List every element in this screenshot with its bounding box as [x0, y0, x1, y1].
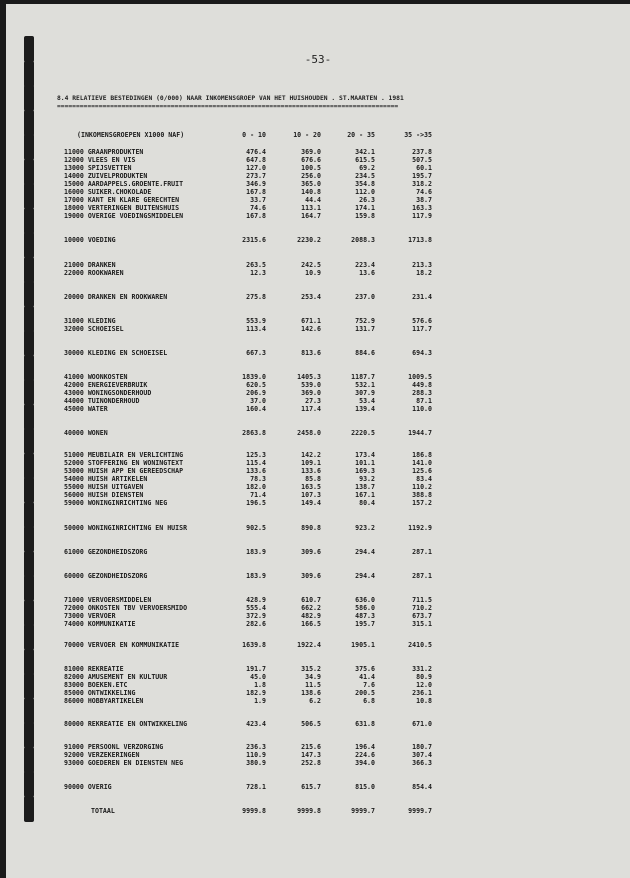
- row-label: 55000 HUISH UITGAVEN: [64, 483, 144, 491]
- row-value: 133.6: [246, 467, 266, 475]
- row-label: 81000 REKREATIE: [64, 665, 124, 673]
- row-value: 428.9: [246, 596, 266, 604]
- row-value: 167.8: [246, 188, 266, 196]
- row-value: 7.6: [363, 681, 375, 689]
- row-value: 252.8: [301, 759, 321, 767]
- row-value: 2863.8: [242, 429, 266, 437]
- row-value: 13.6: [359, 269, 375, 277]
- row-value: 9999.7: [351, 807, 375, 815]
- row-label: 86000 HOBBYARTIKELEN: [64, 697, 144, 705]
- row-value: 112.0: [355, 188, 375, 196]
- row-value: 223.4: [355, 261, 375, 269]
- row-label: 90000 OVERIG: [64, 783, 112, 791]
- row-value: 138.7: [355, 483, 375, 491]
- row-label: 93000 GOEDEREN EN DIENSTEN NEG: [64, 759, 184, 767]
- row-value: 375.6: [355, 665, 375, 673]
- row-label: 74000 KOMMUNIKATIE: [64, 620, 136, 628]
- row-value: 507.5: [412, 156, 432, 164]
- row-label: 71000 VERVOERSMIDDELEN: [64, 596, 152, 604]
- row-value: 200.5: [355, 689, 375, 697]
- row-value: 167.1: [355, 491, 375, 499]
- row-value: 140.8: [301, 188, 321, 196]
- row-value: 539.0: [301, 381, 321, 389]
- row-value: 142.6: [301, 325, 321, 333]
- row-value: 231.4: [412, 293, 432, 301]
- row-value: 74.6: [250, 204, 266, 212]
- binder-hole: [24, 208, 34, 234]
- row-value: 318.2: [412, 180, 432, 188]
- row-value: 37.0: [250, 397, 266, 405]
- row-value: 44.4: [305, 196, 321, 204]
- row-value: 6.2: [309, 697, 321, 705]
- binder-hole: [24, 796, 34, 822]
- row-label: 60000 GEZONDHEIDSZORG: [64, 572, 148, 580]
- row-label: 45000 WATER: [64, 405, 108, 413]
- row-value: 80.4: [359, 499, 375, 507]
- binder-hole: [24, 502, 34, 528]
- binder-hole: [24, 355, 34, 381]
- row-value: 180.7: [412, 743, 432, 751]
- row-label: 54000 HUISH ARTIKELEN: [64, 475, 148, 483]
- row-label: 72000 ONKOSTEN TBV VERVOERSMIDO: [64, 604, 188, 612]
- row-value: 1944.7: [408, 429, 432, 437]
- row-value: 142.2: [301, 451, 321, 459]
- binder-hole: [24, 575, 34, 601]
- row-value: 110.2: [412, 483, 432, 491]
- row-value: 195.7: [412, 172, 432, 180]
- row-value: 553.9: [246, 317, 266, 325]
- row-value: 1009.5: [408, 373, 432, 381]
- row-label: 73000 VERVOER: [64, 612, 116, 620]
- row-value: 884.6: [355, 349, 375, 357]
- row-value: 1192.9: [408, 524, 432, 532]
- row-value: 169.3: [355, 467, 375, 475]
- row-label: 44000 TUINONDERHOUD: [64, 397, 140, 405]
- row-label: 41000 WOONKOSTEN: [64, 373, 128, 381]
- row-value: 183.9: [246, 572, 266, 580]
- row-value: 346.9: [246, 180, 266, 188]
- row-value: 195.7: [355, 620, 375, 628]
- row-value: 100.5: [301, 164, 321, 172]
- row-label: 16000 SUIKER.CHOKOLADE: [64, 188, 152, 196]
- column-header-35-plus: 35 ->35: [404, 131, 432, 139]
- row-value: 309.6: [301, 572, 321, 580]
- row-value: 253.4: [301, 293, 321, 301]
- row-value: 309.6: [301, 548, 321, 556]
- row-value: 80.9: [416, 673, 432, 681]
- row-value: 647.8: [246, 156, 266, 164]
- row-value: 615.5: [355, 156, 375, 164]
- row-value: 813.6: [301, 349, 321, 357]
- row-label: 52000 STOFFERING EN WONINGTEXT: [64, 459, 184, 467]
- binder-hole: [24, 257, 34, 283]
- row-value: 2088.3: [351, 236, 375, 244]
- row-value: 694.3: [412, 349, 432, 357]
- row-value: 366.3: [412, 759, 432, 767]
- row-value: 2410.5: [408, 641, 432, 649]
- row-value: 237.0: [355, 293, 375, 301]
- row-value: 287.1: [412, 548, 432, 556]
- scanned-page: [6, 4, 630, 878]
- row-value: 610.7: [301, 596, 321, 604]
- binder-hole: [24, 698, 34, 724]
- row-value: 213.3: [412, 261, 432, 269]
- row-value: 113.4: [246, 325, 266, 333]
- row-value: 206.9: [246, 389, 266, 397]
- row-value: 224.6: [355, 751, 375, 759]
- column-header-0-10: 0 - 10: [242, 131, 266, 139]
- row-value: 236.1: [412, 689, 432, 697]
- row-value: 288.3: [412, 389, 432, 397]
- row-value: 631.8: [355, 720, 375, 728]
- row-value: 532.1: [355, 381, 375, 389]
- row-label: 17000 KANT EN KLARE GERECHTEN: [64, 196, 180, 204]
- row-value: 1187.7: [351, 373, 375, 381]
- row-value: 662.2: [301, 604, 321, 612]
- row-label: 13000 SPIJSVETTEN: [64, 164, 132, 172]
- row-value: 117.9: [412, 212, 432, 220]
- row-value: 667.3: [246, 349, 266, 357]
- row-value: 237.8: [412, 148, 432, 156]
- row-value: 9999.8: [242, 807, 266, 815]
- row-value: 307.9: [355, 389, 375, 397]
- row-value: 1905.1: [351, 641, 375, 649]
- column-header-20-35: 20 - 35: [347, 131, 375, 139]
- row-label: TOTAAL: [91, 807, 115, 815]
- row-value: 182.0: [246, 483, 266, 491]
- row-value: 69.2: [359, 164, 375, 172]
- row-value: 38.7: [416, 196, 432, 204]
- binder-hole: [24, 404, 34, 430]
- row-value: 487.3: [355, 612, 375, 620]
- row-value: 710.2: [412, 604, 432, 612]
- row-value: 671.0: [412, 720, 432, 728]
- row-value: 673.7: [412, 612, 432, 620]
- row-value: 33.7: [250, 196, 266, 204]
- row-value: 369.0: [301, 389, 321, 397]
- row-value: 149.4: [301, 499, 321, 507]
- row-label: 14000 ZUIVELPRODUKTEN: [64, 172, 148, 180]
- row-value: 1.9: [254, 697, 266, 705]
- row-value: 74.6: [416, 188, 432, 196]
- row-value: 423.4: [246, 720, 266, 728]
- row-value: 369.0: [301, 148, 321, 156]
- row-value: 71.4: [250, 491, 266, 499]
- row-value: 482.9: [301, 612, 321, 620]
- row-value: 160.4: [246, 405, 266, 413]
- binder-hole: [24, 183, 34, 209]
- row-value: 555.4: [246, 604, 266, 612]
- row-value: 242.5: [301, 261, 321, 269]
- row-value: 107.3: [301, 491, 321, 499]
- binder-hole: [24, 477, 34, 503]
- row-label: 12000 VLEES EN VIS: [64, 156, 136, 164]
- row-value: 275.8: [246, 293, 266, 301]
- row-value: 923.2: [355, 524, 375, 532]
- row-label: 50000 WONINGINRICHTING EN HUISR: [64, 524, 188, 532]
- binder-hole: [24, 379, 34, 405]
- row-value: 2458.0: [297, 429, 321, 437]
- row-value: 186.8: [412, 451, 432, 459]
- row-label: 22000 ROOKWAREN: [64, 269, 124, 277]
- row-value: 671.1: [301, 317, 321, 325]
- binder-hole: [24, 551, 34, 577]
- row-value: 256.0: [301, 172, 321, 180]
- row-value: 1839.0: [242, 373, 266, 381]
- row-value: 138.6: [301, 689, 321, 697]
- row-value: 854.4: [412, 783, 432, 791]
- row-value: 636.0: [355, 596, 375, 604]
- binder-hole: [24, 159, 34, 185]
- row-label: 19000 OVERIGE VOEDINGSMIDDELEN: [64, 212, 184, 220]
- row-value: 294.4: [355, 572, 375, 580]
- row-value: 167.8: [246, 212, 266, 220]
- row-value: 117.7: [412, 325, 432, 333]
- page-number: -53-: [304, 53, 332, 66]
- row-value: 388.8: [412, 491, 432, 499]
- row-label: 43000 WONINGSONDERHOUD: [64, 389, 152, 397]
- row-value: 615.7: [301, 783, 321, 791]
- row-value: 354.8: [355, 180, 375, 188]
- row-value: 12.0: [416, 681, 432, 689]
- row-value: 196.4: [355, 743, 375, 751]
- binder-hole: [24, 281, 34, 307]
- row-value: 342.1: [355, 148, 375, 156]
- binder-hole: [24, 526, 34, 552]
- row-value: 620.5: [246, 381, 266, 389]
- binder-hole: [24, 771, 34, 797]
- row-label: 21000 DRANKEN: [64, 261, 116, 269]
- row-value: 83.4: [416, 475, 432, 483]
- binder-hole: [24, 453, 34, 479]
- binder-hole: [24, 624, 34, 650]
- row-value: 2220.5: [351, 429, 375, 437]
- row-value: 34.9: [305, 673, 321, 681]
- row-value: 110.9: [246, 751, 266, 759]
- row-label: 31000 KLEDING: [64, 317, 116, 325]
- row-value: 331.2: [412, 665, 432, 673]
- binder-hole: [24, 649, 34, 675]
- row-value: 41.4: [359, 673, 375, 681]
- row-value: 85.8: [305, 475, 321, 483]
- binder-hole: [24, 722, 34, 748]
- row-value: 890.8: [301, 524, 321, 532]
- row-value: 365.0: [301, 180, 321, 188]
- row-value: 380.9: [246, 759, 266, 767]
- table-title: 8.4 RELATIEVE BESTEDINGEN (0/000) NAAR INKOMENSGROEP VAN HET HUISHOUDEN . ST.MAARTEN . 1981: [57, 95, 404, 102]
- row-label: 91000 PERSOONL VERZORGING: [64, 743, 164, 751]
- row-value: 113.1: [301, 204, 321, 212]
- row-value: 263.5: [246, 261, 266, 269]
- row-value: 752.9: [355, 317, 375, 325]
- row-value: 110.0: [412, 405, 432, 413]
- binder-hole: [24, 306, 34, 332]
- row-value: 711.5: [412, 596, 432, 604]
- row-value: 294.4: [355, 548, 375, 556]
- row-label: 85000 ONTWIKKELING: [64, 689, 136, 697]
- row-value: 101.1: [355, 459, 375, 467]
- row-value: 236.3: [246, 743, 266, 751]
- row-value: 307.4: [412, 751, 432, 759]
- row-value: 12.3: [250, 269, 266, 277]
- row-value: 164.7: [301, 212, 321, 220]
- row-label: 82000 AMUSEMENT EN KULTUUR: [64, 673, 168, 681]
- binder-hole: [24, 110, 34, 136]
- row-value: 9999.7: [408, 807, 432, 815]
- row-value: 45.0: [250, 673, 266, 681]
- row-value: 6.8: [363, 697, 375, 705]
- binder-hole: [24, 330, 34, 356]
- row-value: 2230.2: [297, 236, 321, 244]
- row-label: 56000 HUISH DIENSTEN: [64, 491, 144, 499]
- row-value: 815.0: [355, 783, 375, 791]
- row-value: 10.9: [305, 269, 321, 277]
- row-value: 506.5: [301, 720, 321, 728]
- row-value: 125.6: [412, 467, 432, 475]
- row-value: 1639.8: [242, 641, 266, 649]
- row-value: 87.1: [416, 397, 432, 405]
- row-value: 1922.4: [297, 641, 321, 649]
- row-label: 92000 VERZEKERINGEN: [64, 751, 140, 759]
- row-label: 53000 HUISH APP EN GEREEDSCHAP: [64, 467, 184, 475]
- row-value: 78.3: [250, 475, 266, 483]
- row-value: 26.3: [359, 196, 375, 204]
- column-header-group-label: (INKOMENSGROEPEN X1000 NAF): [77, 131, 185, 139]
- row-label: 20000 DRANKEN EN ROOKWAREN: [64, 293, 168, 301]
- row-value: 166.5: [301, 620, 321, 628]
- row-value: 131.7: [355, 325, 375, 333]
- row-value: 173.4: [355, 451, 375, 459]
- row-label: 15000 AARDAPPELS.GROENTE.FRUIT: [64, 180, 184, 188]
- row-value: 18.2: [416, 269, 432, 277]
- row-value: 159.8: [355, 212, 375, 220]
- binder-hole: [24, 600, 34, 626]
- row-value: 163.5: [301, 483, 321, 491]
- row-label: 32000 SCHOEISEL: [64, 325, 124, 333]
- row-value: 449.8: [412, 381, 432, 389]
- row-label: 83000 BOEKEN.ETC: [64, 681, 128, 689]
- row-value: 127.0: [246, 164, 266, 172]
- row-value: 133.6: [301, 467, 321, 475]
- row-value: 182.9: [246, 689, 266, 697]
- row-value: 902.5: [246, 524, 266, 532]
- row-value: 1.8: [254, 681, 266, 689]
- row-value: 141.0: [412, 459, 432, 467]
- row-label: 11000 GRAANPRODUKTEN: [64, 148, 144, 156]
- row-value: 576.6: [412, 317, 432, 325]
- row-value: 93.2: [359, 475, 375, 483]
- binder-hole: [24, 428, 34, 454]
- row-value: 125.3: [246, 451, 266, 459]
- row-value: 315.2: [301, 665, 321, 673]
- row-value: 139.4: [355, 405, 375, 413]
- row-label: 61000 GEZONDHEIDSZORG: [64, 548, 148, 556]
- row-value: 115.4: [246, 459, 266, 467]
- binder-hole: [24, 134, 34, 160]
- row-value: 273.7: [246, 172, 266, 180]
- row-label: 70000 VERVOER EN KOMMUNIKATIE: [64, 641, 180, 649]
- row-value: 215.6: [301, 743, 321, 751]
- row-value: 10.8: [416, 697, 432, 705]
- title-underline: ==========================================================================================: [57, 103, 399, 110]
- row-value: 191.7: [246, 665, 266, 673]
- row-value: 282.6: [246, 620, 266, 628]
- row-value: 676.6: [301, 156, 321, 164]
- row-label: 40000 WONEN: [64, 429, 108, 437]
- binder-hole: [24, 232, 34, 258]
- row-label: 18000 VERTERINGEN BUITENSHUIS: [64, 204, 180, 212]
- binder-hole: [24, 747, 34, 773]
- row-value: 372.9: [246, 612, 266, 620]
- row-value: 586.0: [355, 604, 375, 612]
- row-value: 287.1: [412, 572, 432, 580]
- row-value: 9999.8: [297, 807, 321, 815]
- row-value: 234.5: [355, 172, 375, 180]
- row-value: 174.1: [355, 204, 375, 212]
- column-header-10-20: 10 - 20: [293, 131, 321, 139]
- row-value: 315.1: [412, 620, 432, 628]
- binder-hole: [24, 85, 34, 111]
- row-value: 728.1: [246, 783, 266, 791]
- row-value: 11.5: [305, 681, 321, 689]
- row-value: 183.9: [246, 548, 266, 556]
- row-value: 147.3: [301, 751, 321, 759]
- row-value: 476.4: [246, 148, 266, 156]
- row-value: 1713.8: [408, 236, 432, 244]
- binder-hole: [24, 673, 34, 699]
- row-label: 51000 MEUBILAIR EN VERLICHTING: [64, 451, 184, 459]
- row-label: 59000 WONINGINRICHTING NEG: [64, 499, 168, 507]
- row-value: 2315.6: [242, 236, 266, 244]
- row-value: 1405.3: [297, 373, 321, 381]
- row-value: 117.4: [301, 405, 321, 413]
- row-value: 157.2: [412, 499, 432, 507]
- row-label: 30000 KLEDING EN SCHOEISEL: [64, 349, 168, 357]
- row-value: 196.5: [246, 499, 266, 507]
- row-value: 109.1: [301, 459, 321, 467]
- row-label: 10000 VOEDING: [64, 236, 116, 244]
- row-label: 80000 REKREATIE EN ONTWIKKELING: [64, 720, 188, 728]
- row-value: 163.3: [412, 204, 432, 212]
- row-value: 27.3: [305, 397, 321, 405]
- row-value: 53.4: [359, 397, 375, 405]
- row-label: 42000 ENERGIEVERBRUIK: [64, 381, 148, 389]
- row-value: 60.1: [416, 164, 432, 172]
- row-value: 394.0: [355, 759, 375, 767]
